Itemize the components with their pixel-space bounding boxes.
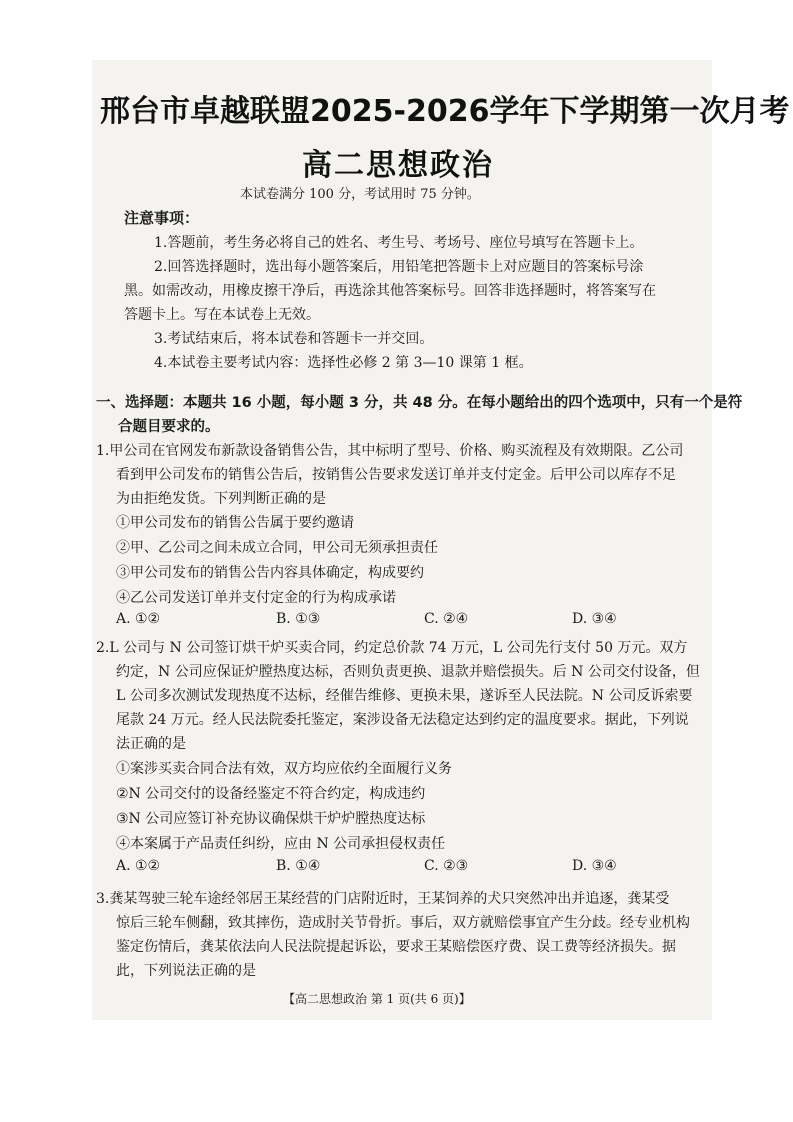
question-stem: 鉴定伤情后，龚某依法向人民法院提起诉讼，要求王某赔偿医疗费、误工费等经济损失。据 — [116, 939, 676, 955]
exam-title: 邢台市卓越联盟2025-2026学年下学期第一次月考 — [100, 94, 790, 129]
question-item: ③N 公司应签订补充协议确保烘干炉炉膛热度达标 — [116, 811, 426, 827]
question-item: ①案涉买卖合同合法有效，双方均应依约全面履行义务 — [116, 761, 452, 777]
question-stem: 3.龚某驾驶三轮车途经邻居王某经营的门店附近时，王某饲养的犬只突然冲出并追逐，龚某受 — [96, 891, 670, 907]
exam-info: 本试卷满分 100 分，考试用时 75 分钟。 — [240, 187, 480, 202]
option-c: C. ②③ — [424, 858, 469, 874]
option-d: D. ③④ — [572, 858, 617, 874]
notice-line: 4.本试卷主要考试内容：选择性必修 2 第 3—10 课第 1 框。 — [154, 355, 533, 371]
question-item: ③甲公司发布的销售公告内容具体确定，构成要约 — [116, 565, 424, 581]
question-item: ①甲公司发布的销售公告属于要约邀请 — [116, 515, 354, 531]
question-stem: 看到甲公司发布的销售公告后，按销售公告要求发送订单并支付定金。后甲公司以库存不足 — [116, 467, 676, 483]
question-stem: 2.L 公司与 N 公司签订烘干炉买卖合同，约定总价款 74 万元，L 公司先行支付 50 万元。双方 — [96, 640, 688, 656]
question-item: ④本案属于产品责任纠纷，应由 N 公司承担侵权责任 — [116, 836, 446, 852]
question-stem: 法正确的是 — [116, 736, 186, 752]
question-item: ④乙公司发送订单并支付定金的行为构成承诺 — [116, 590, 396, 606]
option-a: A. ①② — [116, 611, 161, 627]
section-heading: 一、选择题：本题共 16 小题，每小题 3 分，共 48 分。在每小题给出的四个选项中，只有一个是符 — [96, 395, 743, 411]
option-b: B. ①③ — [276, 611, 321, 627]
question-stem: 此，下列说法正确的是 — [116, 963, 256, 979]
option-b: B. ①④ — [276, 858, 321, 874]
question-stem: 为由拒绝发货。下列判断正确的是 — [116, 491, 326, 507]
notice-line: 黑。如需改动，用橡皮擦干净后，再选涂其他答案标号。回答非选择题时，将答案写在 — [124, 283, 656, 299]
option-c: C. ②④ — [424, 611, 469, 627]
question-stem: 尾款 24 万元。经人民法院委托鉴定，案涉设备无法稳定达到约定的温度要求。据此，下列说 — [116, 712, 689, 728]
question-stem: 惊后三轮车侧翻，致其摔伤，造成肘关节骨折。事后，双方就赔偿事宜产生分歧。经专业机构 — [116, 915, 690, 931]
page-footer: 【高二思想政治 第 1 页(共 6 页)】 — [283, 992, 471, 1006]
notice-line: 3.考试结束后，将本试卷和答题卡一并交回。 — [154, 331, 434, 347]
question-item: ②甲、乙公司之间未成立合同，甲公司无须承担责任 — [116, 540, 438, 556]
question-stem: L 公司多次测试发现热度不达标，经催告维修、更换未果，遂诉至人民法院。N 公司反诉索要 — [116, 688, 693, 704]
notice-heading: 注意事项： — [124, 209, 200, 227]
question-stem: 1.甲公司在官网发布新款设备销售公告，其中标明了型号、价格、购买流程及有效期限。乙公司 — [96, 443, 684, 459]
option-d: D. ③④ — [572, 611, 617, 627]
notice-line: 1.答题前，考生务必将自己的姓名、考生号、考场号、座位号填写在答题卡上。 — [154, 235, 644, 251]
question-stem: 约定，N 公司应保证炉膛热度达标，否则负责更换、退款并赔偿损失。后 N 公司交付设备，但 — [116, 664, 700, 680]
notice-line: 2.回答选择题时，选出每小题答案后，用铅笔把答题卡上对应题目的答案标号涂 — [154, 259, 644, 275]
notice-line: 答题卡上。写在本试卷上无效。 — [124, 307, 320, 323]
question-item: ②N 公司交付的设备经鉴定不符合约定，构成违约 — [116, 786, 426, 802]
section-heading-cont: 合题目要求的。 — [118, 419, 220, 435]
option-a: A. ①② — [116, 858, 161, 874]
subject-title: 高二思想政治 — [302, 148, 494, 183]
